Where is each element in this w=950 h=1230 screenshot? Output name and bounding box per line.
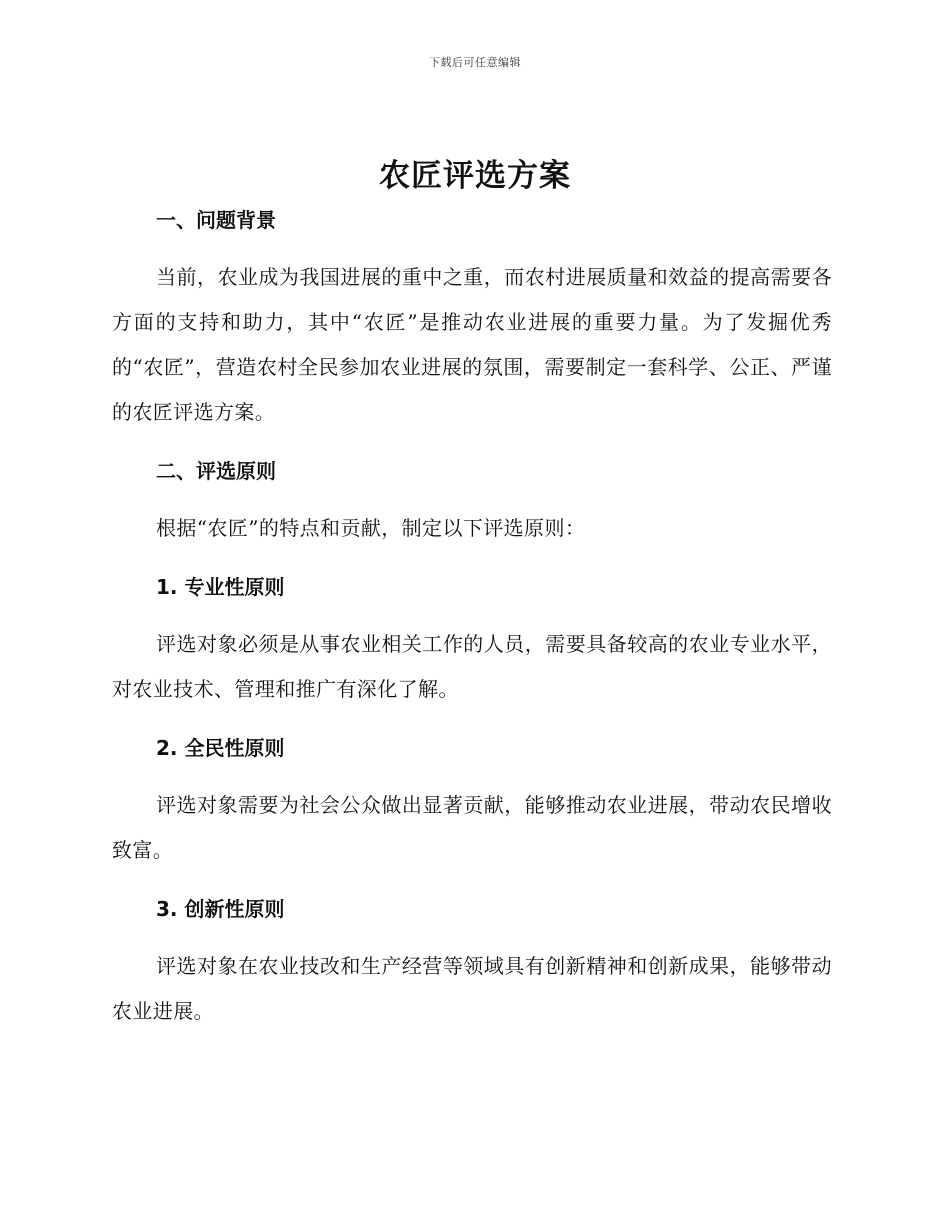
- principle-paragraph-innovation: 评选对象在农业技改和生产经营等领域具有创新精神和创新成果，能够带动农业进展。: [112, 954, 832, 1023]
- principle-paragraph-public: 评选对象需要为社会公众做出显著贡献，能够推动农业进展，带动农民增收致富。: [112, 793, 832, 862]
- header-note: 下载后可任意编辑: [429, 56, 521, 69]
- principle-heading-public: 2. 全民性原则: [156, 736, 285, 760]
- section-heading-principles: 二、评选原则: [156, 459, 276, 483]
- principle-heading-innovation: 3. 创新性原则: [156, 897, 285, 921]
- section-heading-background: 一、问题背景: [156, 208, 276, 232]
- document-body: [112, 200, 832, 1034]
- principle-heading-professional: 1. 专业性原则: [156, 575, 285, 599]
- principles-intro: 根据“农匠”的特点和贡献，制定以下评选原则：: [156, 516, 586, 540]
- principle-paragraph-professional: 评选对象必须是从事农业相关工作的人员，需要具备较高的农业专业水平，对农业技术、管理和推广有深化了解。: [112, 632, 832, 701]
- background-paragraph: 当前，农业成为我国进展的重中之重，而农村进展质量和效益的提高需要各方面的支持和助力，其中“农匠”是推动农业进展的重要力量。为了发掘优秀的“农匠”，营造农村全民参加农业进展的氛围，需要制定一套科学、公正、严谨的农匠评选方案。: [112, 265, 832, 424]
- document-title: 农匠评选方案: [379, 158, 571, 194]
